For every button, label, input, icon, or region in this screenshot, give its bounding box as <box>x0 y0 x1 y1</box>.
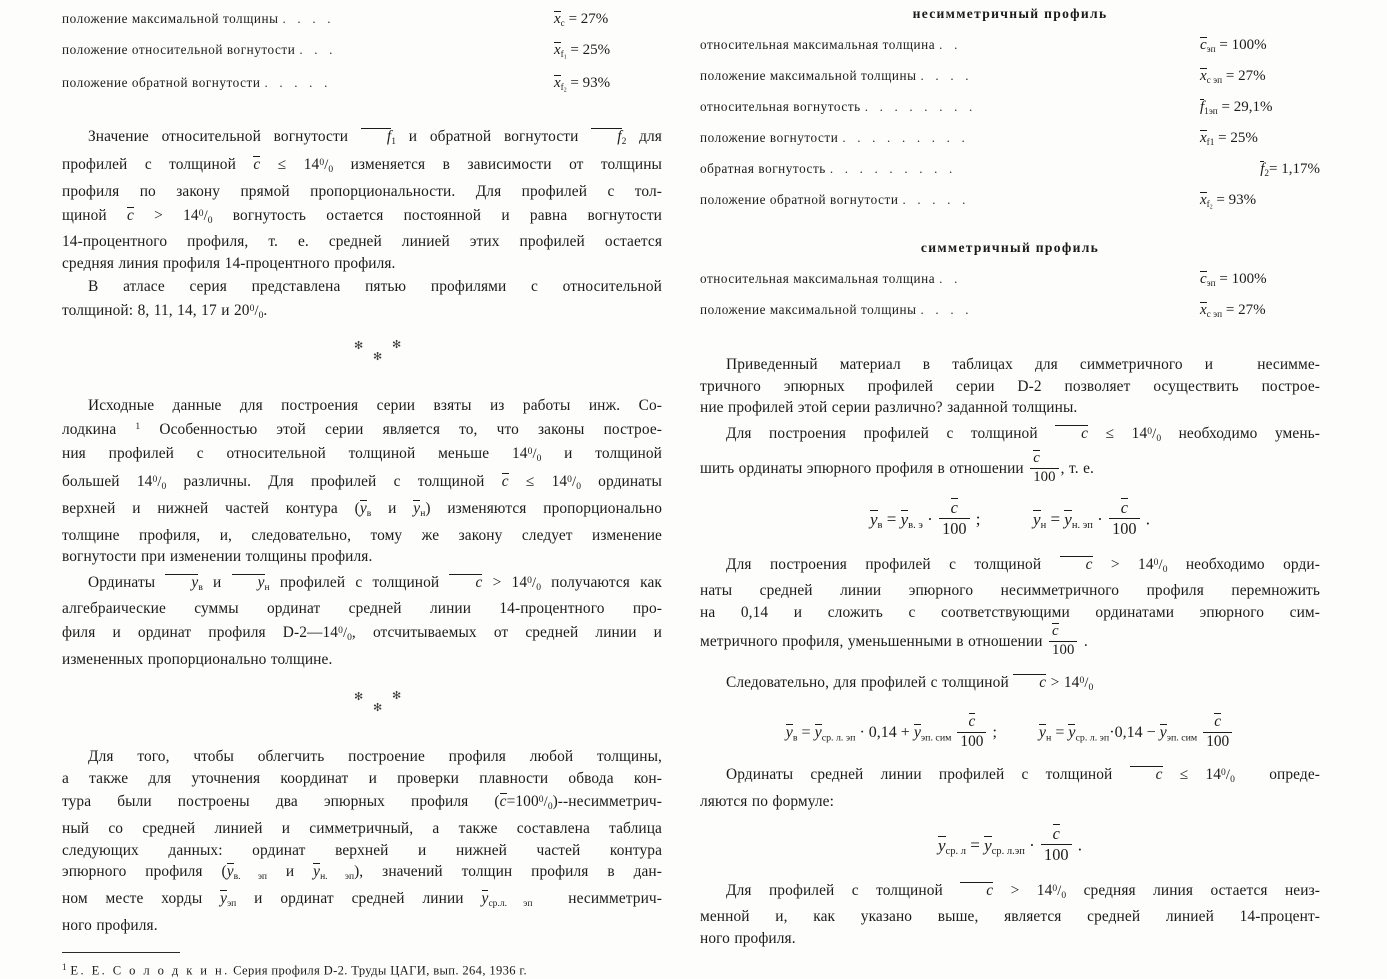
paragraph-ordinates-sum <box>62 570 662 670</box>
heading-asymmetric-profile: несимметричный профиль <box>912 6 1108 21</box>
asterisk-glyph: ✻ <box>373 702 383 715</box>
heading-symmetric-profile: симметричный профиль <box>920 240 1100 256</box>
spec-row <box>700 32 1320 63</box>
text-line: профилей с толщиной $c \le 14^0/_0$ изменяется в зависимости от толщины <box>62 156 662 176</box>
asterisk-glyph: ✻ <box>373 350 383 363</box>
spec-value: $f_{1эп} = 29,1\%$ <box>1200 98 1273 117</box>
spec-label: положение вогнутости <box>700 129 839 145</box>
text-line: ния профилей с относительной толщиной меньше $14^0/_0$ и толщиной <box>62 444 662 464</box>
dot-leader: . . <box>939 37 962 52</box>
left-spec-list <box>62 6 662 104</box>
spec-label: положение обратной вогнутости <box>700 191 899 207</box>
text-line: вогнутости при изменении толщины профиля. <box>62 548 373 566</box>
paragraph-epure-profiles <box>62 746 662 936</box>
spec-row <box>62 37 662 70</box>
text-line: Исходные данные для построения серии взяты из работы инж. Со- <box>88 396 662 414</box>
dot-leader: . . . . <box>920 67 973 83</box>
asterisk-glyph: ✻ <box>354 691 364 704</box>
spec-row <box>700 156 1320 187</box>
spec-value: $x_{f_2} = 93\%$ <box>554 75 611 94</box>
text-line: Для построения профилей с толщиной $c \le 14^0/_0$ необходимо умень- <box>726 424 1320 445</box>
text-line: профиля по закону прямой пропорциональности. Для профилей с тол- <box>62 183 662 201</box>
text-line: толщиной: 8, 11, 14, 17 и $20^0/_0$. <box>62 302 268 322</box>
text-line: Для построения профилей с толщиной $c > 14^0/_0$ необходимо орди- <box>726 555 1320 575</box>
section-separator-asterisks <box>62 688 662 722</box>
dot-leader: . . . . . . . . . <box>842 129 970 145</box>
text-line: верхней и нижней частей контура ($y_в$ и $y_н$) изменяются пропорционально <box>62 499 662 519</box>
text-line: алгебраические суммы ординат средней линии 14-процентного про- <box>62 600 662 618</box>
spec-label: относительная максимальная толщина <box>700 37 936 52</box>
text-line: ный со средней линией и симметричный, а также составлена таблица <box>62 820 662 838</box>
spec-number: = 27% <box>568 11 609 27</box>
spec-row <box>62 6 662 37</box>
text-line: толщине профиля, и, следовательно, тому же закону следует изменение <box>62 526 662 544</box>
footnote-author: Е. Е. С о л о д к и н. <box>70 963 230 978</box>
spec-label: относительная максимальная толщина <box>700 271 936 287</box>
spec-label: положение максимальной толщины <box>62 11 279 26</box>
paragraph-thick-mean-line <box>700 878 1320 950</box>
formula-thin-ordinates: $y_в = y_{в. э}$ · $\frac{c}{100}$ ; $y_н = y_{н. эп}$ · $\frac{c}{100}$ . <box>869 498 1151 539</box>
spec-value: $x_{f1} = 25\%$ <box>1200 129 1258 148</box>
paragraph-thin-construction <box>700 421 1320 486</box>
dot-leader: . . . . . <box>264 75 332 91</box>
section-separator-asterisks <box>62 337 662 371</box>
spec-number: = 25% <box>570 41 611 58</box>
spec-label: положение относительной вогнутости <box>62 41 296 57</box>
text-line: тура были построены два эпюрных профиля $(c=100^0/_0)--несимметрич-$ <box>62 793 662 813</box>
spec-label: обратная вогнутость <box>700 160 826 176</box>
text-line: наты средней линии эпюрного несимметричного профиля перемножить <box>700 582 1320 600</box>
text-line: филя и ординат профиля $D-2—14^0/_0$, отсчитываемых от средней линии и <box>62 624 662 644</box>
symmetric-spec-list <box>700 266 1320 328</box>
footnote-marker: 1 <box>62 962 67 973</box>
text-line: В атласе серия представлена пятью профилями с относительной <box>88 278 662 296</box>
spec-label: положение максимальной толщины <box>700 302 917 318</box>
text-line: а также для уточнения координат и проверки плавности обвода кон- <box>62 769 662 787</box>
spec-value: $x_c = 27\%$ <box>554 11 609 29</box>
text-line: Значение относительной вогнутости $f_1$ и обратной вогнутости $f_2$ для <box>88 127 662 147</box>
spec-row <box>700 187 1320 220</box>
spec-number: = 27% <box>1225 67 1266 84</box>
dot-leader: . . . <box>299 41 337 57</box>
spec-number: = 100% <box>1219 271 1267 288</box>
spec-value: $x_{f_1} = 25\%$ <box>554 41 611 61</box>
text-line: на 0,14 и сложить с соответствующими ординатами эпюрного сим- <box>700 603 1320 621</box>
text-line: большей $14^0/_0$ различны. Для профилей с толщиной $c \le 14^0/_0$ ординаты <box>62 473 662 493</box>
spec-value: $c_{эп} = 100\%$ <box>1200 37 1267 55</box>
spec-value: $x_{f_2} = 93\%$ <box>1200 191 1257 211</box>
text-line: ляются по формуле: <box>700 792 834 810</box>
paragraph-concavity-law <box>62 126 662 275</box>
text-line: следующих данных: ординат верхней и нижней частей контура <box>62 841 662 859</box>
text-line: лодкина $^1$ Особенностью этой серии является то, что законы построе- <box>62 421 662 439</box>
footnote-rule <box>62 952 180 953</box>
spec-label: положение максимальной толщины <box>700 67 917 83</box>
text-line: ном месте хорды $y_{эп}$ и ординат средней линии $y_{ср.л. эп}$ несимметрич- <box>62 889 662 909</box>
dot-leader: . . . . . <box>902 191 970 207</box>
spec-value: $x_c$ $_{эп}$ = 27% <box>1200 67 1266 86</box>
text-line: Для того, чтобы облегчить построение профиля любой толщины, <box>88 748 662 766</box>
spec-number: = 100% <box>1219 37 1267 53</box>
asterisk-glyph: ✻ <box>392 338 402 351</box>
spec-number: = 93% <box>570 75 611 92</box>
text-line: Для профилей с толщиной $c > 14^0/_0$ средняя линия остается неиз- <box>726 881 1320 901</box>
asymmetric-spec-list <box>700 32 1320 220</box>
text-line: ного профиля. <box>62 916 158 934</box>
dot-leader: . . . . . . . . <box>864 98 977 114</box>
spec-row <box>700 63 1320 94</box>
asterisk-glyph: ✻ <box>354 339 364 352</box>
text-line: щиной $c > 14^0/_0$ вогнутость остается постоянной и равна вогнутости <box>62 206 662 226</box>
spec-number: = 25% <box>1218 129 1258 146</box>
left-column <box>62 0 662 979</box>
spec-value: $x_c$ $_{эп}$ = 27% <box>1200 302 1266 321</box>
footnote <box>62 962 662 979</box>
spec-row <box>700 266 1320 297</box>
spec-label: положение обратной вогнутости <box>62 75 261 91</box>
text-line: ние профилей этой серии различно? заданной толщины. <box>700 399 1078 417</box>
text-line: измененных пропорционально толщине. <box>62 650 333 668</box>
text-line: тричного эпюрных профилей серии D-2 позволяет осуществить построе- <box>700 377 1320 395</box>
text-line: Следовательно, для профилей с толщиной $c > 14^0/_0$ <box>726 674 1094 694</box>
spec-value: $c_{эп} = 100\%$ <box>1200 271 1267 290</box>
text-line: шить ординаты эпюрного профиля в отношении $\frac{c}{100}$ , т. е. <box>700 449 1094 485</box>
spec-row <box>700 297 1320 328</box>
paragraph-material-tables <box>700 354 1320 419</box>
dot-leader: . . <box>939 271 962 287</box>
text-line: Ординаты средней линии профилей с толщиной $c \le 14^0/_0$ опреде- <box>726 766 1320 786</box>
spec-label: относительная вогнутость <box>700 98 861 114</box>
paragraph-atlas-series <box>62 276 662 326</box>
formula-mean-line: $y_{ср. л} = y_{ср. л.эп}$ · $\frac{c}{100}$ . <box>937 824 1083 864</box>
text-line: метричного профиля, уменьшенными в отношении $\frac{c}{100}$ . <box>700 623 1088 659</box>
spec-number: = 27% <box>1225 302 1266 319</box>
right-column <box>700 0 1320 951</box>
spec-row <box>700 94 1320 125</box>
spec-number: = 93% <box>1216 191 1257 208</box>
spec-number: = 29,1% <box>1221 98 1273 115</box>
paragraph-source-data <box>62 395 662 568</box>
footnote-text: Серия профиля D-2. Труды ЦАГИ, вып. 264, 1936 г. <box>233 963 528 978</box>
paragraph-therefore <box>700 670 1320 699</box>
spec-value: $f_2= 1,17\%$ <box>1260 160 1320 179</box>
text-line: ного профиля. <box>700 929 796 947</box>
paragraph-mean-line-formula-intro <box>700 762 1320 812</box>
spec-row <box>62 70 662 103</box>
asterisk-glyph: ✻ <box>392 690 402 703</box>
spec-row <box>700 125 1320 156</box>
text-line: Ординаты $y_в$ и $y_н$ профилей с толщиной $c > 14^0/_0$ получаются как <box>88 573 662 593</box>
formula-thick-ordinates: $y_в = y_{ср. л. эп} \cdot 0,14 + y_{эп. сим}$ $\frac{c}{100}$ ; $y_н = y_{ср. л. эп}\cdot 0,14 - y_{эп. сим}$ $\frac{c}{100}$ <box>700 713 1320 750</box>
text-line: менной и, как указано выше, является средней линией 14-процент- <box>700 908 1320 926</box>
text-line: средняя линия профиля 14-процентного профиля. <box>62 254 396 272</box>
text-line: 14-процентного профиля, т. е. средней линией этих профилей остается <box>62 233 662 251</box>
text-line: Приведенный материал в таблицах для симметричного и несимме- <box>726 356 1320 374</box>
spec-number: = 1,17% <box>1269 160 1320 177</box>
paragraph-thick-construction <box>700 552 1320 661</box>
dot-leader: . . . . <box>282 11 335 26</box>
text-line: эпюрного профиля ($y_{в. эп}$ и $y_{н. эп}$), значений толщин профиля в дан- <box>62 863 662 883</box>
dot-leader: . . . . <box>920 302 973 318</box>
dot-leader: . . . . . . . . . <box>829 160 957 176</box>
